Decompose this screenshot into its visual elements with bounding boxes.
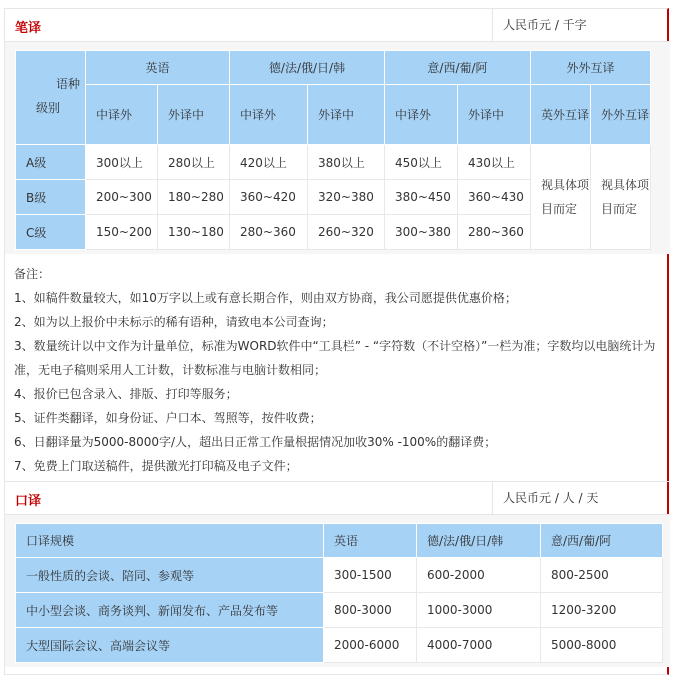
price-cell: 300以上 (86, 145, 158, 180)
note-item: 6、日翻译量为5000-8000字/人，超出日正常工作量根据情况加收30% -100%的翻译费； (14, 435, 497, 449)
dir-header: 中译外 (86, 85, 158, 145)
price-cell: 320~380 (308, 180, 385, 215)
dir-header: 中译外 (230, 85, 308, 145)
note-item: 2、如为以上报价中未标示的稀有语种，请致电本公司查询； (14, 315, 334, 329)
note-item: 3、数量统计以中文作为计量单位，标准为WORD软件中“工具栏” - “字符数（不计空格）”一栏为准；字数均以电脑统计为准，无电子稿则采用人工计数，计数标准与电脑计数相同； (14, 339, 656, 377)
notes-heading: 备注： (14, 267, 51, 281)
oral-header-it-es-pt-ar: 意/西/葡/阿 (541, 524, 663, 558)
oral-header-de-fr-ru-ja-ko: 德/法/俄/日/韩 (417, 524, 541, 558)
oral-price-cell: 300-1500 (324, 558, 417, 593)
written-price-table (15, 50, 651, 250)
lang-header-en: 英语 (86, 51, 230, 85)
oral-price-cell: 800-2500 (541, 558, 663, 593)
price-cell: 200~300 (86, 180, 158, 215)
price-cell: 360~430 (458, 180, 531, 215)
corner-cell (16, 51, 86, 145)
oral-header-scale: 口译规模 (16, 524, 324, 558)
oral-scale-label: 大型国际会议、高端会议等 (16, 628, 324, 663)
oral-price-cell: 2000-6000 (324, 628, 417, 663)
oral-section-header (5, 482, 670, 514)
written-title: 笔译 (15, 21, 42, 36)
price-cell: 430以上 (458, 145, 531, 180)
dir-header: 外译中 (308, 85, 385, 145)
corner-level-label: 级别 (36, 101, 61, 115)
oral-header-en: 英语 (324, 524, 417, 558)
oral-price-cell: 1200-3200 (541, 593, 663, 628)
price-cell: 420以上 (230, 145, 308, 180)
dir-header-en-foreign: 英外互译 (531, 85, 591, 145)
price-cell: 150~200 (86, 215, 158, 250)
written-unit: 人民币元 / 千字 (492, 9, 671, 41)
price-cell: 380~450 (385, 180, 458, 215)
dir-header: 中译外 (385, 85, 458, 145)
lang-header-foreign: 外外互译 (531, 51, 651, 85)
lang-header-it-es-pt-ar: 意/西/葡/阿 (385, 51, 531, 85)
foreign-price-cell: 视具体项目而定 (531, 145, 591, 250)
oral-scale-label: 中小型会谈、商务谈判、新闻发布、产品发布等 (16, 593, 324, 628)
corner-lang-label: 语种 (56, 77, 81, 91)
price-cell: 260~320 (308, 215, 385, 250)
oral-price-table (15, 523, 663, 663)
oral-title: 口译 (15, 494, 42, 509)
dir-header-foreign-foreign: 外外互译 (591, 85, 651, 145)
level-label: C级 (16, 215, 86, 250)
lang-header-de-fr-ru-ja-ko: 德/法/俄/日/韩 (230, 51, 385, 85)
price-cell: 300~380 (385, 215, 458, 250)
written-section-header (5, 9, 670, 41)
oral-price-cell: 5000-8000 (541, 628, 663, 663)
price-cell: 380以上 (308, 145, 385, 180)
oral-scale-label: 一般性质的会谈、陪同、参观等 (16, 558, 324, 593)
dir-header: 外译中 (458, 85, 531, 145)
note-item: 4、报价已包含录入、排版、打印等服务； (14, 387, 238, 401)
oral-price-cell: 800-3000 (324, 593, 417, 628)
oral-price-cell: 600-2000 (417, 558, 541, 593)
price-cell: 360~420 (230, 180, 308, 215)
note-item: 5、证件类翻译，如身份证、户口本、驾照等，按件收费； (14, 411, 322, 425)
notes-block (14, 262, 664, 478)
note-item: 7、免费上门取送稿件，提供激光打印稿及电子文件； (14, 459, 298, 473)
price-cell: 280以上 (158, 145, 230, 180)
note-item: 1、如稿件数量较大，如10万字以上或有意长期合作，则由双方协商，我公司愿提供优惠价格； (14, 291, 517, 305)
price-cell: 450以上 (385, 145, 458, 180)
price-cell: 280~360 (230, 215, 308, 250)
level-label: B级 (16, 180, 86, 215)
price-cell: 280~360 (458, 215, 531, 250)
oral-unit: 人民币元 / 人 / 天 (492, 482, 671, 514)
foreign-price-cell: 视具体项目而定 (591, 145, 651, 250)
dir-header: 外译中 (158, 85, 230, 145)
oral-price-cell: 4000-7000 (417, 628, 541, 663)
oral-price-cell: 1000-3000 (417, 593, 541, 628)
price-cell: 180~280 (158, 180, 230, 215)
level-label: A级 (16, 145, 86, 180)
price-cell: 130~180 (158, 215, 230, 250)
